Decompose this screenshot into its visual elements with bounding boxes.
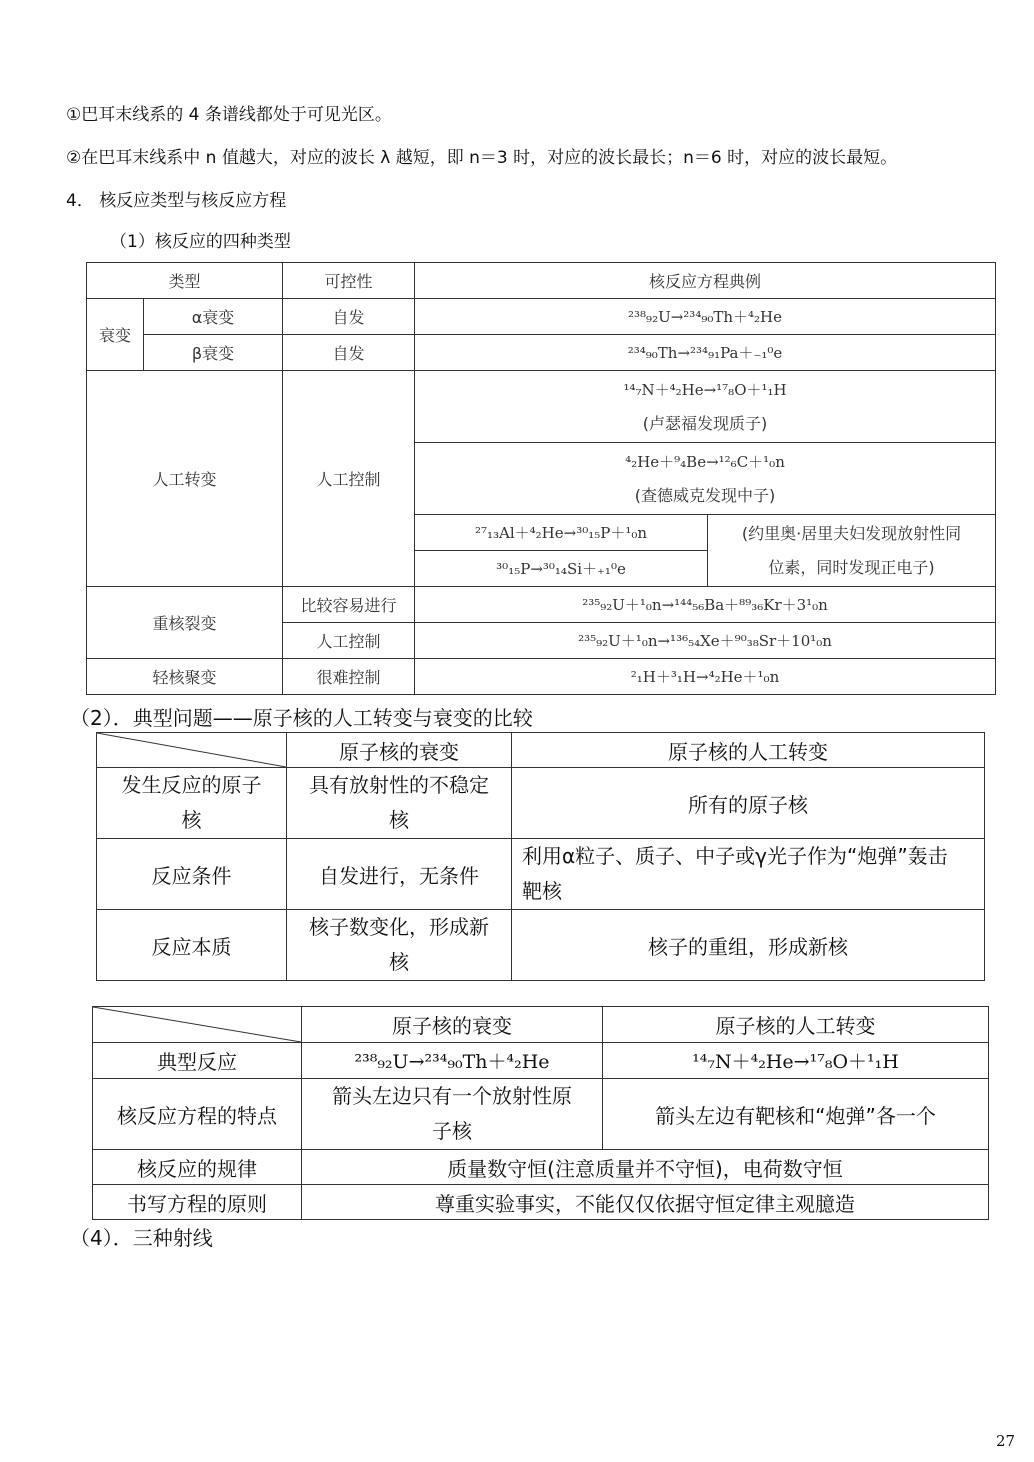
reaction-types-table [86, 262, 996, 695]
row-condition-label: 反应条件 [97, 839, 287, 910]
row-condition-artificial-a: 利用α粒子、质子、中子或γ光子作为“炮弹”轰击 [522, 844, 948, 868]
intro-line-2: ②在巴耳末线系中 n 值越大，对应的波长 λ 越短，即 n＝3 时，对应的波长最长；n＝6 时，对应的波长最短。 [66, 148, 898, 168]
row-essence-label: 反应本质 [97, 910, 287, 981]
diagonal-line-2 [93, 1007, 301, 1042]
fission-control-a: 比较容易进行 [283, 587, 415, 623]
header-artificial-2: 原子核的人工转变 [603, 1007, 989, 1043]
fusion-equation: ²₁H＋³₁H→⁴₂He＋¹₀n [415, 659, 996, 695]
header-decay: 原子核的衰变 [287, 733, 512, 768]
subsection-1-title: （1）核反应的四种类型 [110, 232, 291, 252]
diagonal-header-cell-2 [93, 1007, 302, 1043]
row-nucleus-decay [287, 768, 512, 839]
artificial-cell-2 [415, 443, 996, 515]
law-label: 核反应的规律 [93, 1150, 302, 1185]
artificial-note-3a: (约里奥·居里夫妇发现放射性同 [741, 523, 962, 543]
row-nucleus-label-a: 发生反应的原子 [121, 773, 262, 797]
intro-line-1: ①巴耳末线系的 4 条谱线都处于可见光区。 [66, 105, 392, 125]
alpha-equation: ²³⁸₉₂U→²³⁴₉₀Th＋⁴₂He [415, 299, 996, 335]
row-nucleus-decay-a: 具有放射性的不稳定 [309, 773, 489, 797]
header-artificial: 原子核的人工转变 [512, 733, 985, 768]
fission-equation-1: ²³⁵₉₂U＋¹₀n→¹⁴⁴₅₆Ba＋⁸⁹₃₆Kr＋3¹₀n [415, 587, 996, 623]
row-essence-artificial: 核子的重组，形成新核 [512, 910, 985, 981]
beta-control: 自发 [283, 335, 415, 371]
fission-type: 重核裂变 [87, 587, 283, 659]
law-value: 质量数守恒(注意质量并不守恒)，电荷数守恒 [302, 1150, 989, 1185]
artificial-equation-2: ⁴₂He＋⁹₄Be→¹²₆C＋¹₀n [625, 452, 785, 471]
artificial-type: 人工转变 [87, 371, 283, 587]
row-condition-artificial-b: 靶核 [522, 879, 562, 903]
row-nucleus-label [97, 768, 287, 839]
diagonal-line [97, 733, 286, 767]
diagonal-header-cell [97, 733, 287, 768]
artificial-note-3b: 位素，同时发现正电子) [768, 557, 935, 577]
row-nucleus-label-b: 核 [181, 808, 202, 832]
row-essence-decay [287, 910, 512, 981]
artificial-note-3 [708, 515, 996, 587]
principle-label: 书写方程的原则 [93, 1185, 302, 1220]
fusion-type: 轻核聚变 [87, 659, 283, 695]
principle-value: 尊重实验事实，不能仅仅依据守恒定律主观臆造 [302, 1185, 989, 1220]
header-type: 类型 [87, 263, 283, 299]
equation-rules-table [92, 1006, 989, 1220]
section-heading: 4． 核反应类型与核反应方程 [66, 191, 287, 211]
feature-decay-b: 子核 [432, 1119, 472, 1143]
header-decay-2: 原子核的衰变 [302, 1007, 603, 1043]
typical-label: 典型反应 [93, 1043, 302, 1079]
decay-label: 衰变 [87, 299, 144, 371]
fission-equation-2: ²³⁵₉₂U＋¹₀n→¹³⁶₅₄Xe＋⁹⁰₃₈Sr＋10¹₀n [415, 623, 996, 659]
artificial-note-2: (查德威克发现中子) [634, 485, 776, 505]
row-nucleus-artificial: 所有的原子核 [512, 768, 985, 839]
artificial-note-1: (卢瑟福发现质子) [642, 413, 768, 433]
artificial-equation-4: ³⁰₁₅P→³⁰₁₄Si＋₊₁⁰e [415, 551, 708, 587]
row-condition-artificial [512, 839, 985, 910]
artificial-equation-1: ¹⁴₇N＋⁴₂He→¹⁷₈O＋¹₁H [623, 380, 787, 399]
artificial-cell-1 [415, 371, 996, 443]
alpha-control: 自发 [283, 299, 415, 335]
feature-artificial: 箭头左边有靶核和“炮弹”各一个 [603, 1079, 989, 1150]
subsection-2-title: （2）．典型问题——原子核的人工转变与衰变的比较 [70, 706, 533, 730]
subsection-4-title: （4）．三种射线 [70, 1226, 213, 1250]
fission-control-b: 人工控制 [283, 623, 415, 659]
row-nucleus-decay-b: 核 [389, 808, 409, 832]
feature-decay [302, 1079, 603, 1150]
row-condition-decay: 自发进行，无条件 [287, 839, 512, 910]
header-control: 可控性 [283, 263, 415, 299]
page-number: 27 [996, 1432, 1016, 1450]
feature-label: 核反应方程的特点 [93, 1079, 302, 1150]
artificial-control: 人工控制 [283, 371, 415, 587]
comparison-table [96, 732, 985, 981]
feature-decay-a: 箭头左边只有一个放射性原 [332, 1084, 572, 1108]
row-essence-decay-a: 核子数变化，形成新 [309, 915, 489, 939]
typical-artificial-equation: ¹⁴₇N＋⁴₂He→¹⁷₈O＋¹₁H [603, 1043, 989, 1079]
beta-equation: ²³⁴₉₀Th→²³⁴₉₁Pa＋₋₁⁰e [415, 335, 996, 371]
beta-type: β衰变 [144, 335, 283, 371]
typical-decay-equation: ²³⁸₉₂U→²³⁴₉₀Th＋⁴₂He [302, 1043, 603, 1079]
artificial-equation-3: ²⁷₁₃Al＋⁴₂He→³⁰₁₅P＋¹₀n [415, 515, 708, 551]
row-essence-decay-b: 核 [389, 950, 409, 974]
alpha-type: α衰变 [144, 299, 283, 335]
fusion-control: 很难控制 [283, 659, 415, 695]
header-example: 核反应方程典例 [415, 263, 996, 299]
